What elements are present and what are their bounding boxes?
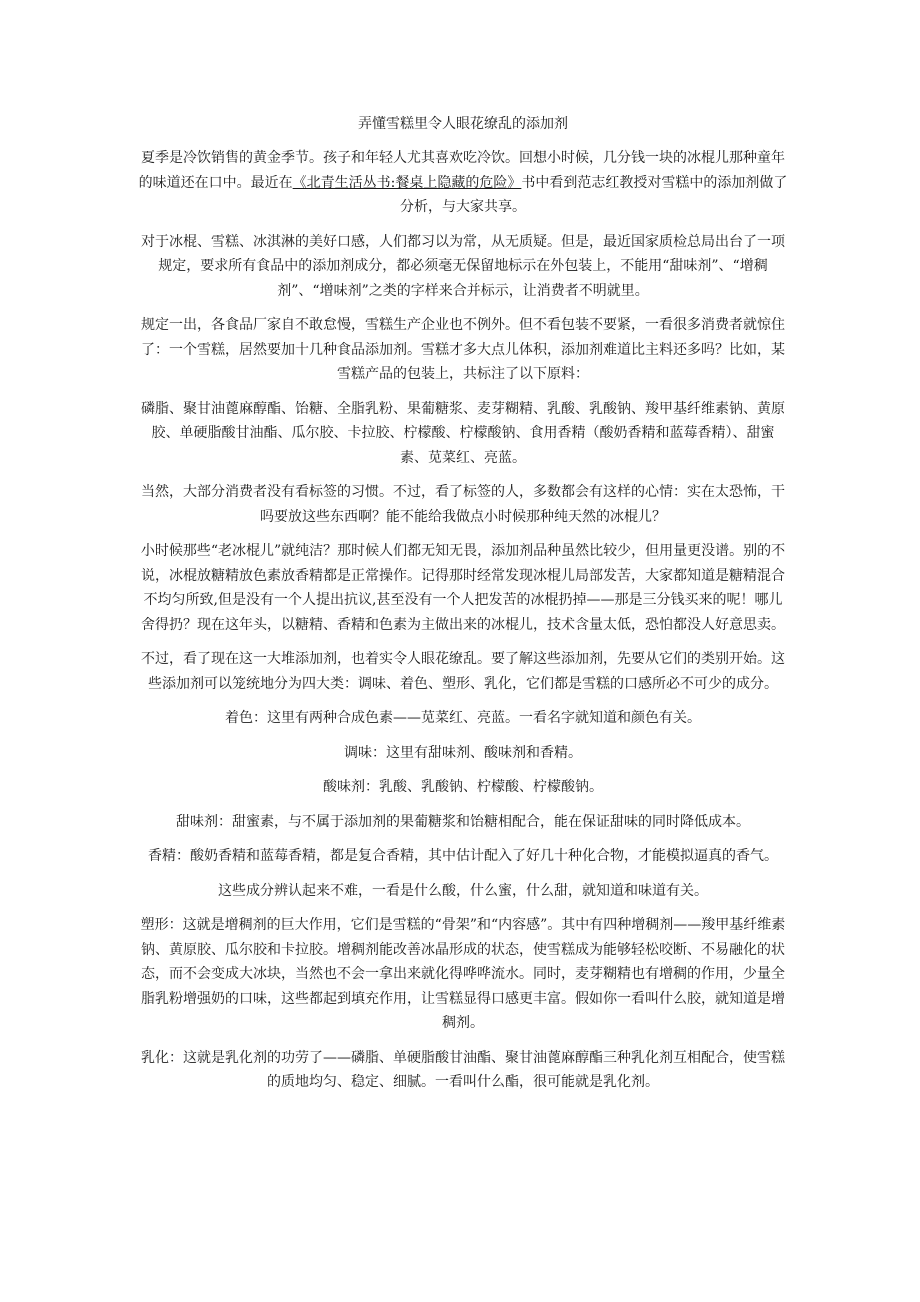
paragraph-ingredient-list: 磷脂、聚甘油蓖麻醇酯、饴糖、全脂乳粉、果葡糖浆、麦芽糊精、乳酸、乳酸钠、羧甲基纤维素钠、黄原胶、单硬脂酸甘油酯、瓜尔胶、卡拉胶、柠檬酸、柠檬酸钠、食用香精（酸奶香精和蓝莓香精）、甜蜜素、苋菜红、亮蓝。 xyxy=(141,400,785,466)
paragraph-consumer-feeling: 当然，大部分消费者没有看标签的习惯。不过，看了标签的人，多数都会有这样的心情：实在太恐怖，干吗要放这些东西啊？能不能给我做点小时候那种纯天然的冰棍儿？ xyxy=(141,484,785,525)
paragraph-four-categories: 不过，看了现在这一大堆添加剂，也着实令人眼花缭乱。要了解这些添加剂，先要从它们的类别开始。这些添加剂可以笼统地分为四大类：调味、着色、塑形、乳化，它们都是雪糕的口感所必不可少的成分。 xyxy=(141,651,785,692)
paragraph-thickeners: 塑形：这就是增稠剂的巨大作用，它们是雪糕的“骨架”和“内容感”。其中有四种增稠剂——羧甲基纤维素钠、黄原胶、瓜尔胶和卡拉胶。增稠剂能改善冰晶形成的状态，使雪糕成为能够轻松咬断、不易融化的状态，而不会变成大冰块，当然也不会一拿出来就化得哗哗流水。同时，麦芽糊精也有增稠的作用，少量全脂乳粉增强奶的口味，这些都起到填充作用，让雪糕显得口感更丰富。假如你一看叫什么胶，就知道是增稠剂。 xyxy=(140,917,786,1031)
intro-paragraph xyxy=(138,146,788,220)
book-link[interactable]: 《北青生活丛书:餐桌上隐藏的危险》 xyxy=(292,174,522,191)
paragraph-old-popsicle: 小时候那些“老冰棍儿”就纯洁？那时候人们都无知无畏，添加剂品种虽然比较少，但用量更没谱。别的不说，冰棍放糖精放色素放香精都是正常操作。记得那时经常发现冰棍儿局部发苦，大家都知道是糖精混合不均匀所致,但是没有一个人提出抗议,甚至没有一个人把发苦的冰棍扔掉——那是三分钱买来的呢！哪儿舍得扔？现在这年头，以糖精、香精和色素为主做出来的冰棍儿，技术含量太低，恐怕都没人好意思卖。 xyxy=(140,543,786,633)
paragraph-acidulants: 酸味剂：乳酸、乳酸钠、柠檬酸、柠檬酸钠。 xyxy=(323,779,603,795)
paragraph-coloring: 着色：这里有两种合成色素——苋菜红、亮蓝。一看名字就知道和颜色有关。 xyxy=(225,710,701,726)
document-page xyxy=(138,112,788,1105)
paragraph-sweeteners: 甜味剂：甜蜜素，与不属于添加剂的果葡糖浆和饴糖相配合，能在保证甜味的同时降低成本。 xyxy=(176,813,750,830)
intro-text-after: 书中看到范志红教授对雪糕中的添加剂做了分析，与大家共享。 xyxy=(400,174,788,215)
document-title: 弄懂雪糕里令人眼花缭乱的添加剂 xyxy=(358,116,568,132)
paragraph-labeling-rule: 对于冰棍、雪糕、冰淇淋的美好口感，人们都习以为常，从无质疑。但是，最近国家质检总局出台了一项规定，要求所有食品中的添加剂成分，都必须毫无保留地标示在外包装上，不能用“甜味剂”、“增稠剂”、“增味剂”之类的字样来合并标示，让消费者不明就里。 xyxy=(141,233,785,299)
paragraph-consumer-shock: 规定一出，各食品厂家自不敢怠慢，雪糕生产企业也不例外。但不看包装不要紧，一看很多消费者就惊住了：一个雪糕，居然要加十几种食品添加剂。雪糕才多大点儿体积，添加剂难道比主料还多吗？比如，某雪糕产品的包装上，共标注了以下原料： xyxy=(141,317,785,382)
intro-text-before: 夏季是冷饮销售的黄金季节。孩子和年轻人尤其喜欢吃冷饮。回想小时候，几分钱一块的冰棍儿那种童年的味道还在口中。最近在 xyxy=(138,150,785,191)
paragraph-emulsifiers: 乳化：这就是乳化剂的功劳了——磷脂、单硬脂酸甘油酯、聚甘油蓖麻醇酯三种乳化剂互相配合，使雪糕的质地均匀、稳定、细腻。一看叫什么酯，很可能就是乳化剂。 xyxy=(141,1049,785,1090)
paragraph-flavoring: 调味：这里有甜味剂、酸味剂和香精。 xyxy=(344,744,582,761)
paragraph-easy-to-identify: 这些成分辨认起来不难，一看是什么酸，什么蜜，什么甜，就知道和味道有关。 xyxy=(218,882,708,899)
paragraph-essences: 香精：酸奶香精和蓝莓香精，都是复合香精，其中估计配入了好几十种化合物，才能模拟逼真的香气。 xyxy=(148,848,778,864)
